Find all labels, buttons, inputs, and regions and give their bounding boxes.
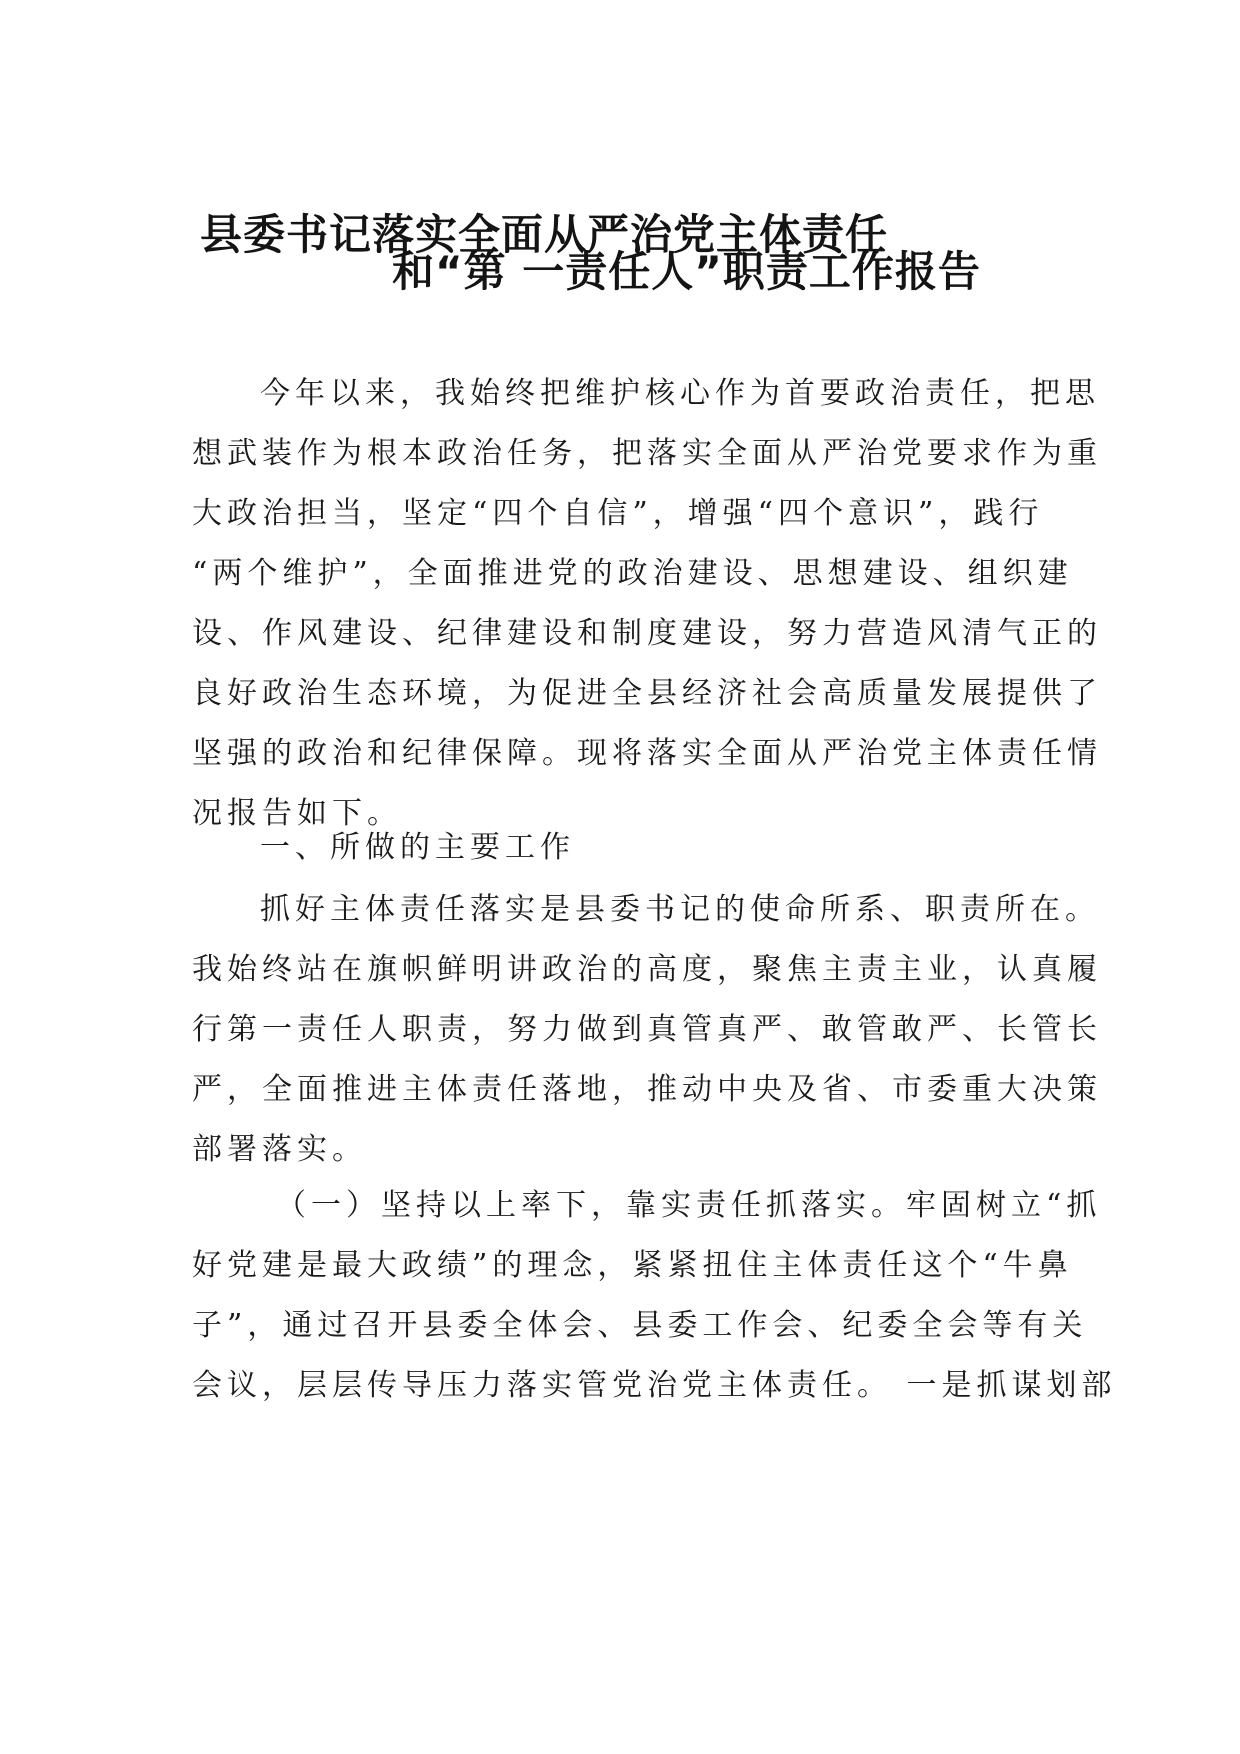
text-line: 会议，层层传导压力落实管党治党主体责任。 一是抓谋划部 [192, 1368, 1117, 1403]
text-line: 严，全面推进主体责任落地，推动中央及省、市委重大决策 [192, 1072, 1102, 1107]
intro-paragraph [192, 364, 1102, 844]
document-title-line-2: 和“第 一责任人”职责工作报告 [392, 247, 981, 296]
text-line: 坚强的政治和纪律保障。现将落实全面从严治党主体责任情 [192, 736, 1102, 771]
document-title-line-1: 县委书记落实全面从严治党主体责任 [200, 210, 889, 259]
section-heading [192, 818, 1060, 878]
text-line: 大政治担当，坚定“四个自信”，增强“四个意识”，践行 [192, 496, 1044, 531]
body-paragraph-3 [192, 1176, 1117, 1416]
section-heading-text: 一、所做的主要工作 [260, 830, 575, 865]
text-line: 部署落实。 [192, 1132, 367, 1167]
text-line: 设、作风建设、纪律建设和制度建设，努力营造风清气正的 [192, 616, 1102, 651]
text-line: “两个维护”，全面推进党的政治建设、思想建设、组织建 [192, 556, 1073, 591]
text-line: 好党建是最大政绩”的理念，紧紧扭住主体责任这个“牛鼻 [192, 1248, 1073, 1283]
text-line: （一）坚持以上率下，靠实责任抓落实。牢固树立“抓 [276, 1188, 1102, 1223]
text-line: 今年以来，我始终把维护核心作为首要政治责任，把思 [260, 376, 1100, 411]
text-line: 况报告如下。 [192, 796, 402, 831]
text-line: 行第一责任人职责，努力做到真管真严、敢管敢严、长管长 [192, 1012, 1102, 1047]
text-line: 我始终站在旗帜鲜明讲政治的高度，聚焦主责主业，认真履 [192, 952, 1102, 987]
text-line: 想武装作为根本政治任务，把落实全面从严治党要求作为重 [192, 436, 1102, 471]
text-line: 子”，通过召开县委全体会、县委工作会、纪委全会等有关 [192, 1308, 1088, 1343]
text-line: 良好政治生态环境，为促进全县经济社会高质量发展提供了 [192, 676, 1102, 711]
body-paragraph-2 [192, 880, 1102, 1180]
text-line: 抓好主体责任落实是县委书记的使命所系、职责所在。 [260, 892, 1100, 927]
